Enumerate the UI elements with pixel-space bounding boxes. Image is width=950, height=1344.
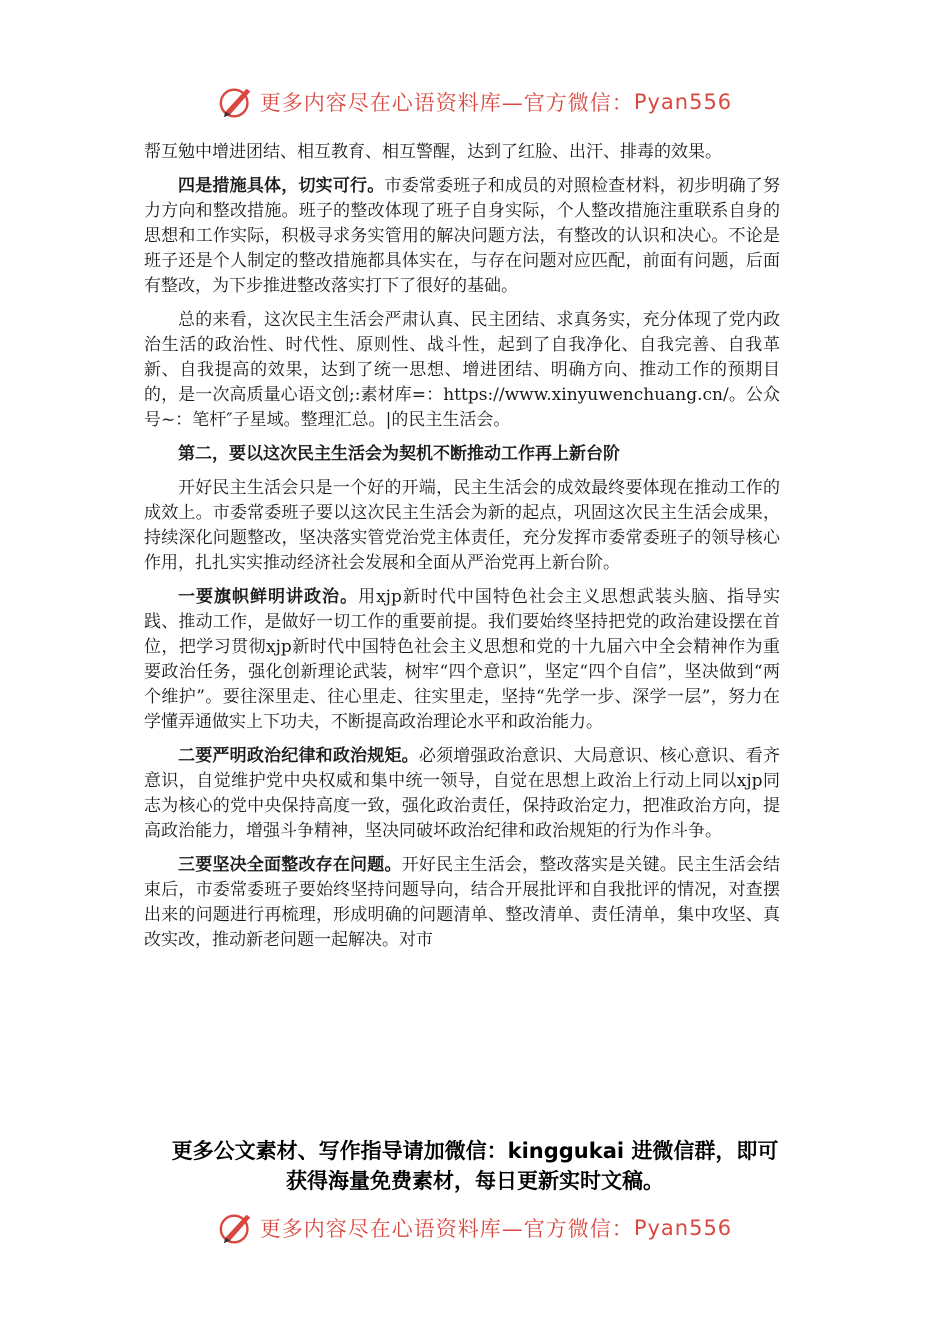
banner-text: 更多内容尽在心语资料库—官方微信： (259, 91, 634, 115)
banner-wechat-id: Pyan556 (633, 1216, 733, 1240)
paragraph: 开好民主生活会只是一个好的开端，民主生活会的成效最终要体现在推动工作的成效上。市委常委班子要以这次民主生活会为新的起点，巩固这次民主生活会成果，持续深化问题整改，坚决落实管党治党主体责任，充分发挥市委常委班子的领导核心作用，扎扎实实推动经济社会发展和全面从严治党再上新台阶。 (144, 478, 780, 573)
pen-logo-icon (218, 83, 256, 121)
paragraph-lead: 三要坚决全面整改存在问题。 (178, 855, 402, 875)
banner-text: 更多内容尽在心语资料库—官方微信： (259, 1217, 634, 1241)
paragraph: 总的来看，这次民主生活会严肃认真、民主团结、求真务实，充分体现了党内政治生活的政治性、时代性、原则性、战斗性，起到了自我净化、自我完善、自我革新、自我提高的效果，达到了统一思想、增进团结、明确方向、推动工作的预期目的，是一次高质量心语文创;:素材库=：https://www.xinyuwenchuang.cn/。公众号~：笔杆″子星域。整理汇总。|的民主生活会。 (144, 310, 780, 430)
promo-text (130, 1136, 820, 1196)
paragraph-lead: 一要旗帜鲜明讲政治。 (178, 587, 359, 607)
paragraph-lead: 二要严明政治纪律和政治规矩。 (178, 746, 419, 766)
paragraph: 一要旗帜鲜明讲政治。用xjp新时代中国特色社会主义思想武装头脑、指导实践、推动工作，是做好一切工作的重要前提。我们要始终坚持把党的政治建设摆在首位，把学习贯彻xjp新时代中国特色社会主义思想和党的十九届六中全会精神作为重要政治任务，强化创新理论武装，树牢“四个意识”，坚定“四个自信”，坚决做到“两个维护”。要往深里走、往心里走、往实里走，坚持“先学一步、深学一层”，努力在学懂弄通做实上下功夫，不断提高政治理论水平和政治能力。 (144, 587, 780, 732)
banner-wechat-id: Pyan556 (633, 90, 733, 114)
promo-line-1: 更多公文素材、写作指导请加微信：kinggukai 进微信群，即可 (171, 1139, 779, 1163)
paragraph: 四是措施具体，切实可行。市委常委班子和成员的对照检查材料，初步明确了努力方向和整改措施。班子的整改体现了班子自身实际，个人整改措施注重联系自身的思想和工作实际，积极寻求务实管用的解决问题方法，有整改的认识和决心。不论是班子还是个人制定的整改措施都具体实在，与存在问题对应匹配，前面有问题，后面有整改，为下步推进整改落实打下了很好的基础。 (144, 176, 781, 296)
paragraph: 二要严明政治纪律和政治规矩。必须增强政治意识、大局意识、核心意识、看齐意识，自觉维护党中央权威和集中统一领导，自觉在思想上政治上行动上同以xjp同志为核心的党中央保持高度一致，强化政治责任，保持政治定力，把准政治方向，提高政治能力，增强斗争精神，坚决同破坏政治纪律和政治规矩的行为作斗争。 (144, 746, 781, 841)
paragraph: 帮互勉中增进团结、相互教育、相互警醒，达到了红脸、出汗、排毒的效果。 (144, 142, 722, 162)
promo-line-2: 获得海量免费素材，每日更新实时文稿。 (286, 1169, 664, 1193)
document-body (144, 140, 780, 962)
pen-logo-icon (218, 1209, 256, 1247)
footer-banner (0, 1206, 950, 1250)
paragraph-lead: 四是措施具体，切实可行。 (178, 176, 385, 196)
header-banner (0, 80, 950, 124)
paragraph: 三要坚决全面整改存在问题。开好民主生活会，整改落实是关键。民主生活会结束后，市委常委班子要始终坚持问题导向，结合开展批评和自我批评的情况，对查摆出来的问题进行再梳理，形成明确的问题清单、整改清单、责任清单，集中攻坚、真改实改，推动新老问题一起解决。对市 (144, 855, 781, 950)
section-heading: 第二，要以这次民主生活会为契机不断推动工作再上新台阶 (178, 444, 620, 464)
